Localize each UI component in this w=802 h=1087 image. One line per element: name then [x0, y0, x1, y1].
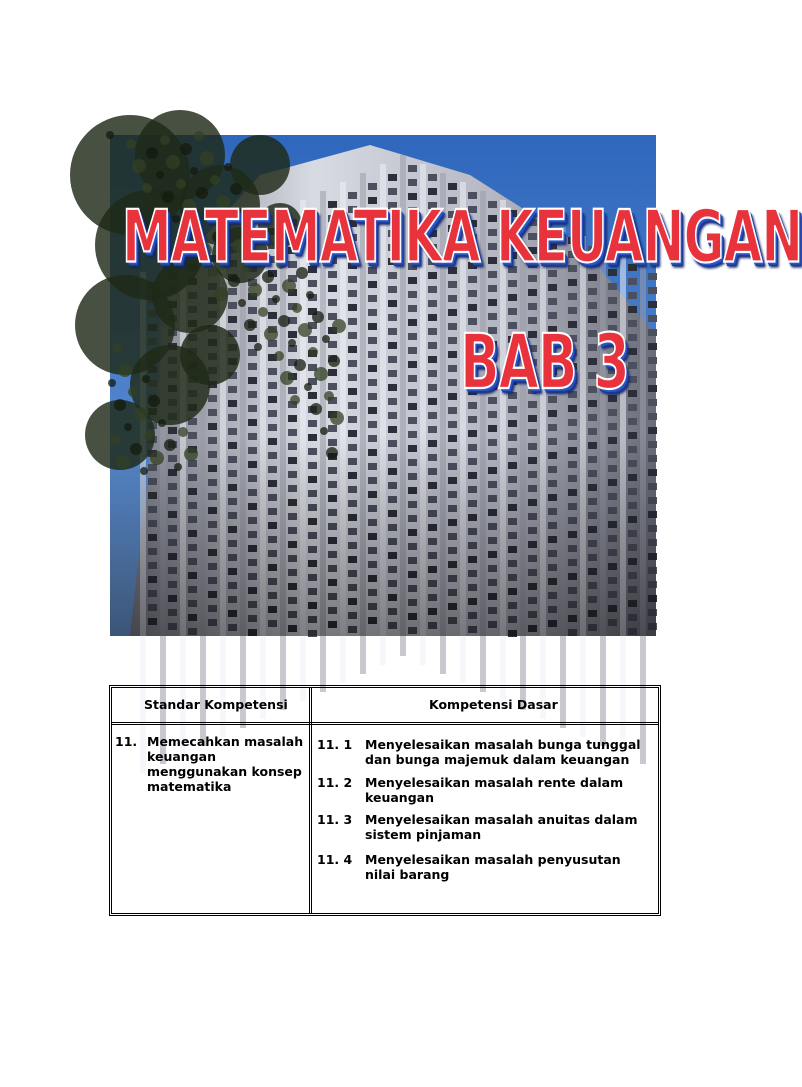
- basic-number: 11. 1: [317, 737, 353, 752]
- cover-title: MATEMATIKA KEUANGAN: [122, 195, 802, 280]
- header-standard-competency: Standar Kompetensi: [144, 697, 288, 712]
- basic-number: 11. 3: [317, 812, 353, 827]
- basic-text: Menyelesaikan masalah rente dalam keuangan: [365, 775, 624, 805]
- basic-text: Menyelesaikan masalah penyusutan nilai barang: [365, 852, 621, 882]
- standard-text: Memecahkan masalah keuangan menggunakan konsep matematika: [147, 734, 304, 794]
- header-divider: [112, 722, 658, 725]
- header-basic-competency: Kompetensi Dasar: [429, 697, 558, 712]
- competency-table: [109, 685, 661, 916]
- basic-text: Menyelesaikan masalah anuitas dalam sistem pinjaman: [365, 812, 638, 842]
- basic-text: Menyelesaikan masalah bunga tunggal dan bunga majemuk dalam keuangan: [365, 737, 641, 767]
- chapter-label: BAB 3: [460, 320, 629, 407]
- standard-number: 11.: [115, 734, 138, 749]
- cover-image: [110, 135, 802, 636]
- basic-number: 11. 2: [317, 775, 353, 790]
- basic-number: 11. 4: [317, 852, 353, 867]
